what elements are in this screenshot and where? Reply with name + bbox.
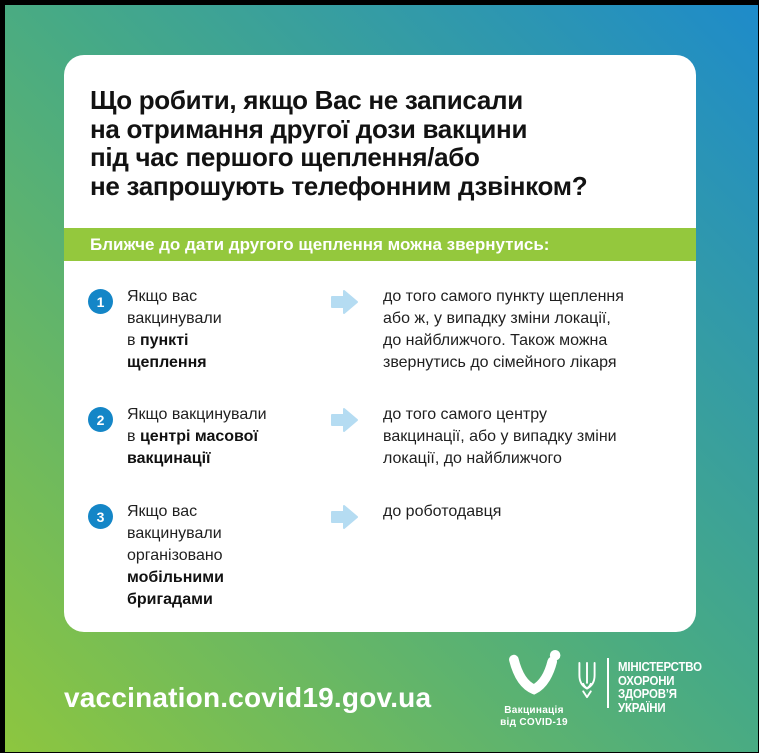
v-check-icon [505,650,563,698]
step-left-line: в пункті [127,332,189,349]
step-left-line: щеплення [127,354,207,371]
step-left-text [127,286,222,374]
ministry-name: МІНІСТЕРСТВО ОХОРОНИ ЗДОРОВ’Я УКРАЇНИ [618,659,702,715]
arrow-right-icon [328,405,360,435]
step-number-badge: 1 [88,289,113,314]
step-right-line: до того самого центру [383,406,547,423]
step-left-text [127,404,267,470]
step-right-line: до того самого пункту щеплення [383,288,624,305]
step-right-line: звернутись до сімейного лікаря [383,354,617,371]
step-number-badge: 3 [88,504,113,529]
step-right-line: або ж, у випадку зміни локації, [383,310,611,327]
title-line: під час першого щеплення/або [90,142,480,172]
step-left-line: Якщо вакцинували [127,406,267,423]
step-left-line: вакцинації [127,450,211,467]
step-right-line: до найближчого. Також можна [383,332,608,349]
arrow-right-icon [328,287,360,317]
step-left-line: організовано [127,547,223,564]
title-line: на отримання другої дози вакцини [90,113,528,144]
section-banner: Ближче до дати другого щеплення можна звернутись: [64,228,696,261]
step-left-line: вакцинували [127,525,222,542]
step-right-text [383,286,624,374]
step-left-line: Якщо вас [127,288,198,305]
title-line: не запрошують телефонним дзвінком? [90,170,588,201]
step-left-line: бригадами [127,591,213,608]
arrow-right-icon [328,502,360,532]
step-left-text [127,501,224,611]
logo-divider [607,658,609,708]
vaccination-logo-caption: Вакцинація від COVID-19 [500,705,568,728]
step-right-line: вакцинації, або у випадку зміни [383,428,617,445]
page-title [90,86,587,200]
step-right-line: локації, до найближчого [383,450,562,467]
step-right-line: до роботодавця [383,503,502,520]
trident-icon [575,661,599,699]
step-number-badge: 2 [88,407,113,432]
site-url: vaccination.covid19.gov.ua [64,682,432,713]
vaccination-logo [478,650,590,729]
step-left-line: мобільними [127,569,224,586]
step-right-text [383,404,617,470]
step-left-line: вакцинували [127,310,222,327]
title-line: Що робити, якщо Вас не записали [90,85,523,115]
step-left-line: Якщо вас [127,503,198,520]
info-card [64,55,696,632]
step-left-line: в центрі масової [127,428,258,445]
step-right-text [383,501,501,523]
ministry-logo [575,658,713,714]
